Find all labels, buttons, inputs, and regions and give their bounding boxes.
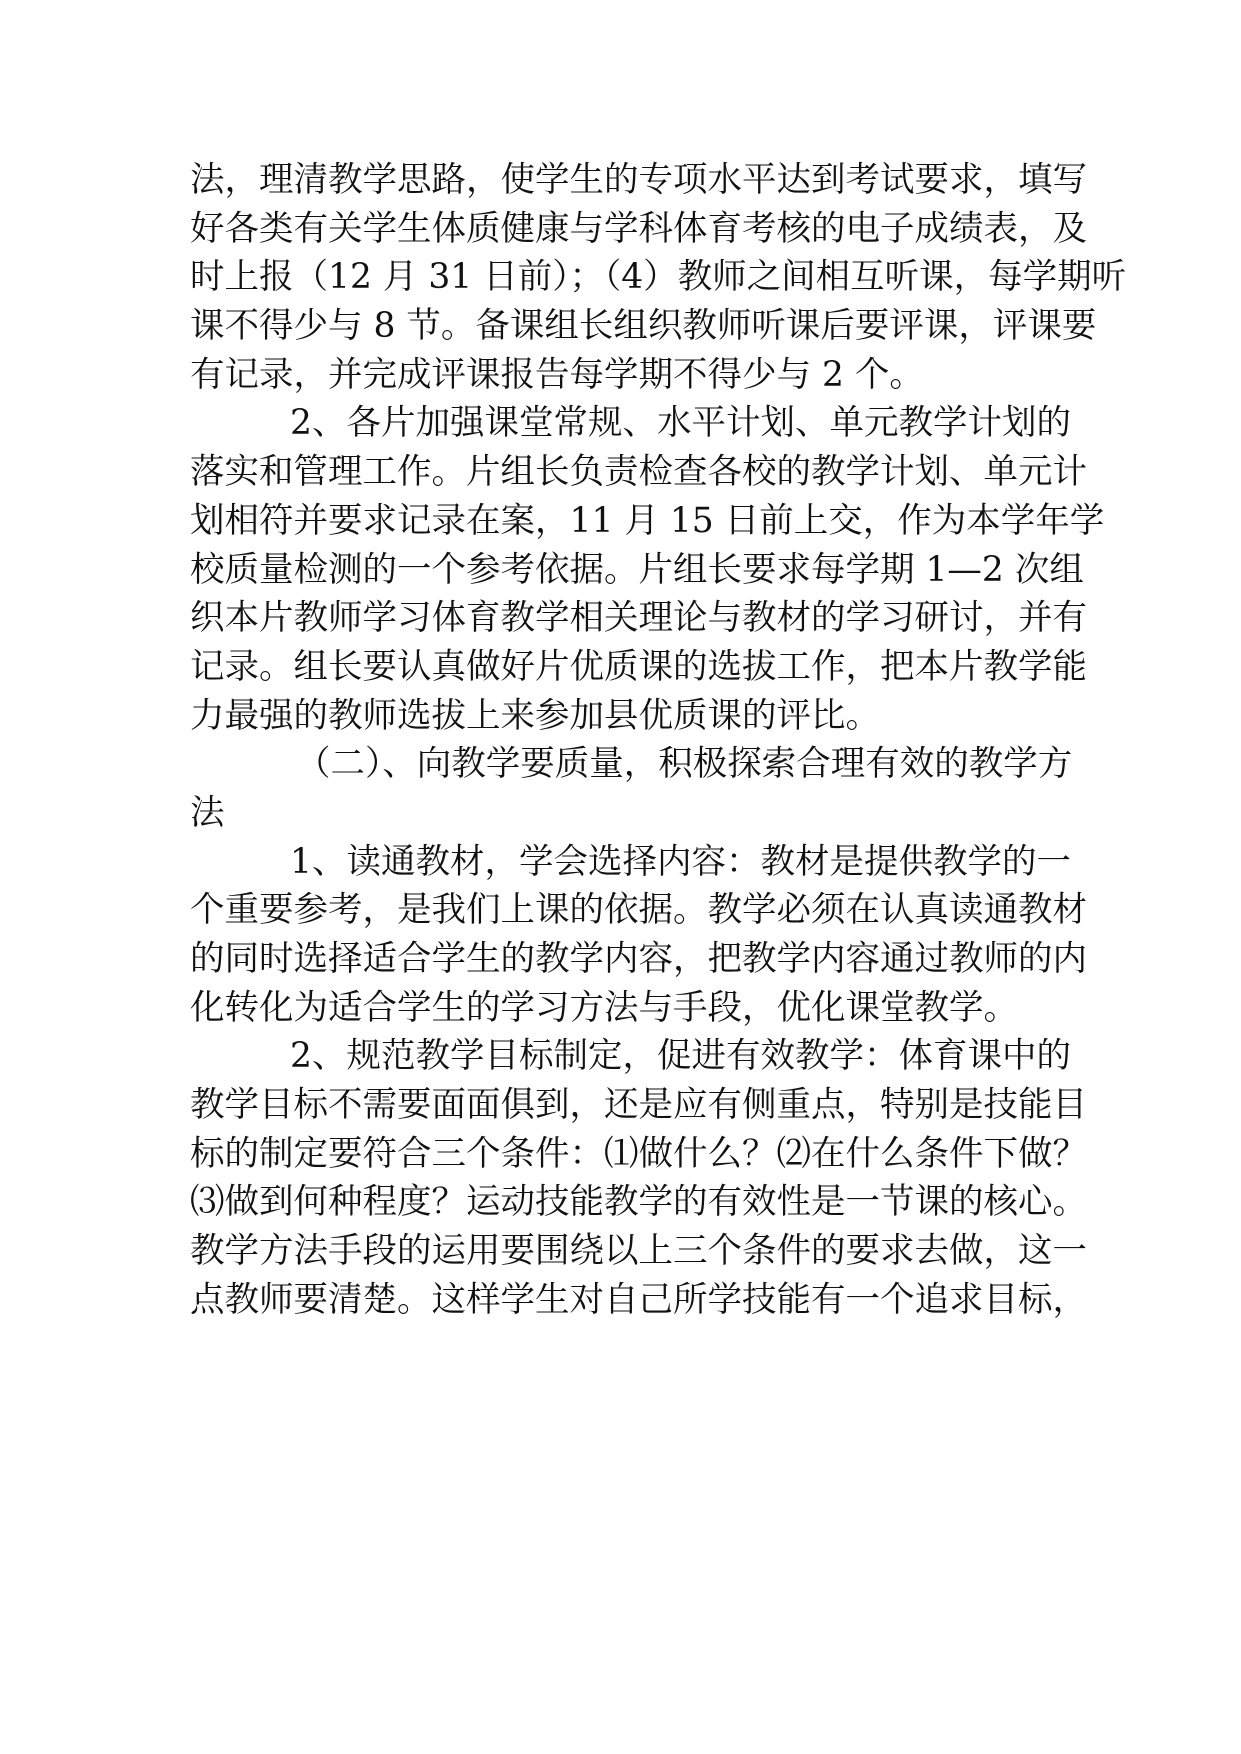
text-line: ⑶做到何种程度？运动技能教学的有效性是一节课的核心。	[190, 1182, 1087, 1223]
text-line: 记录。组长要认真做好片优质课的选拔工作，把本片教学能	[190, 646, 1087, 687]
text-line: 点教师要清楚。这样学生对自己所学技能有一个追求目标，	[190, 1279, 1087, 1320]
text-line: 化转化为适合学生的学习方法与手段，优化课堂教学。	[190, 987, 1018, 1028]
paragraph-start-line: 2、规范教学目标制定，促进有效教学：体育课中的	[290, 1036, 1071, 1077]
text-line: 课不得少与 8 节。备课组长组织教师听课后要评课，评课要	[190, 306, 1097, 347]
paragraph-start-line: 1、读通教材，学会选择内容：教材是提供教学的一	[290, 841, 1071, 882]
text-line: 好各类有关学生体质健康与学科体育考核的电子成绩表，及	[190, 208, 1087, 249]
text-line: 个重要参考，是我们上课的依据。教学必须在认真读通教材	[190, 890, 1087, 931]
text-line: 教学方法手段的运用要围绕以上三个条件的要求去做，这一	[190, 1231, 1087, 1272]
text-line: 时上报（12 月 31 日前）；（4）教师之间相互听课，每学期听	[190, 257, 1127, 298]
text-line: 有记录，并完成评课报告每学期不得少与 2 个。	[190, 354, 924, 395]
section-heading-line: 法	[190, 792, 225, 833]
text-line: 法，理清教学思路，使学生的专项水平达到考试要求，填写	[190, 160, 1087, 200]
text-line: 的同时选择适合学生的教学内容，把教学内容通过教师的内	[190, 939, 1087, 979]
paragraph-start-line: 2、各片加强课堂常规、水平计划、单元教学计划的	[290, 403, 1071, 444]
text-line: 教学目标不需要面面俱到，还是应有侧重点，特别是技能目	[190, 1085, 1087, 1126]
text-line: 力最强的教师选拔上来参加县优质课的评比。	[190, 695, 880, 736]
section-heading-line: （二）、向教学要质量，积极探索合理有效的教学方	[296, 744, 1073, 785]
text-line: 标的制定要符合三个条件：⑴做什么？⑵在什么条件下做？	[190, 1133, 1087, 1174]
text-line: 织本片教师学习体育教学相关理论与教材的学习研讨，并有	[190, 598, 1087, 639]
document-body	[190, 156, 1127, 1325]
text-line: 划相符并要求记录在案，11 月 15 日前上交，作为本学年学	[190, 500, 1105, 541]
text-line: 落实和管理工作。片组长负责检查各校的教学计划、单元计	[190, 452, 1087, 493]
text-line: 校质量检测的一个参考依据。片组长要求每学期 1—2 次组	[190, 549, 1084, 590]
